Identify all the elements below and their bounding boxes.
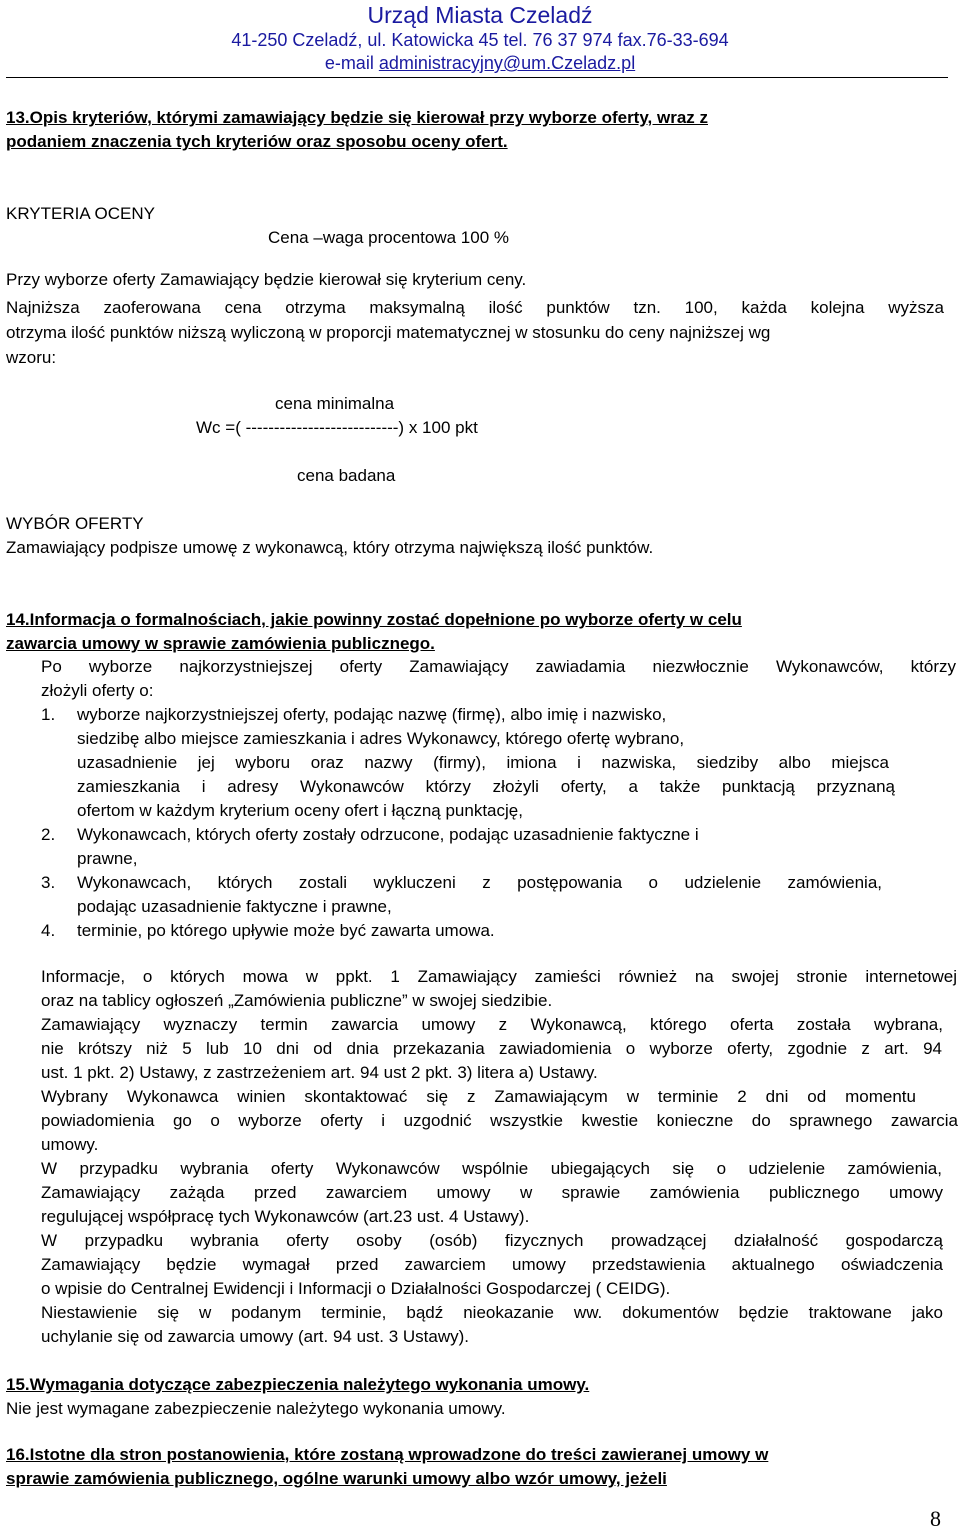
formula-denominator: cena badana	[297, 466, 396, 485]
section-14-paragraph-line: nie krótszy niż 5 lub 10 dni od dnia przekazania zawiadomienia o wyborze oferty, zgodnie z art. 94	[41, 1039, 942, 1058]
section-13-heading-line-1: 13.Opis kryteriów, którymi zamawiający będzie się kierował przy wyborze oferty, wraz z	[6, 108, 708, 127]
criteria-title: KRYTERIA OCENY	[6, 204, 155, 223]
selection-title: WYBÓR OFERTY	[6, 514, 144, 533]
office-name: Urząd Miasta Czeladź	[367, 2, 593, 28]
formula-numerator: cena minimalna	[275, 394, 395, 413]
section-14-paragraph-line: Informacje, o których mowa w ppkt. 1 Zamawiający zamieści również na swojej stronie internetowej	[41, 967, 957, 986]
list-number: 4.	[41, 921, 56, 940]
section-14-heading-line-1: 14.Informacja o formalnościach, jakie powinny zostać dopełnione po wyborze oferty w celu	[6, 610, 742, 629]
list-item-line: Wykonawcach, których zostali wykluczeni z postępowania o udzielenie zamówienia,	[77, 873, 882, 892]
list-item-line: siedzibę albo miejsce zamieszkania i adres Wykonawcy, którego ofertę wybrano,	[77, 729, 685, 748]
criteria-p2-line-3: wzoru:	[6, 348, 57, 367]
list-number: 1.	[41, 705, 56, 724]
email-prefix: e-mail	[324, 53, 379, 73]
section-14-paragraph-line: oraz na tablicy ogłoszeń „Zamówienia publiczne” w swojej siedzibie.	[41, 991, 553, 1010]
page-number: 8	[930, 1506, 941, 1531]
section-16-heading-line-2: sprawie zamówienia publicznego, ogólne warunki umowy albo wzór umowy, jeżeli	[6, 1469, 667, 1488]
list-item-line: ofertom w każdym kryterium oceny ofert i łączną punktację,	[77, 801, 523, 820]
price-weight: Cena –waga procentowa 100 %	[268, 228, 509, 247]
header-divider	[6, 77, 948, 78]
list-item-line: prawne,	[77, 849, 138, 868]
list-item-line: podając uzasadnienie faktyczne i prawne,	[77, 897, 392, 916]
criteria-p2-line-1: Najniższa zaoferowana cena otrzyma maksymalną ilość punktów tzn. 100, każda kolejna wyższa	[6, 298, 944, 317]
section-14-paragraph-line: W przypadku wybrania oferty Wykonawców wspólnie ubiegających się o udzielenie zamówienia,	[41, 1159, 942, 1178]
section-13-heading-line-2: podaniem znaczenia tych kryteriów oraz sposobu oceny ofert.	[6, 132, 508, 151]
email-link[interactable]: administracyjny@um.Czeladz.pl	[378, 53, 636, 73]
section-16-heading-line-1: 16.Istotne dla stron postanowienia, które zostaną wprowadzone do treści zawieranej umowy w	[6, 1445, 769, 1464]
section-14-paragraph-line: Zamawiający wyznaczy termin zawarcia umowy z Wykonawcą, którego oferta została wybrana,	[41, 1015, 943, 1034]
formula-line: Wc =( ---------------------------) x 100 pkt	[196, 418, 478, 437]
section-14-paragraph-line: Zamawiający będzie wymagał przed zawarciem umowy przedstawienia aktualnego oświadczenia	[41, 1255, 943, 1274]
section-14-heading-line-2: zawarcia umowy w sprawie zamówienia publicznego.	[6, 634, 435, 653]
section-14-paragraph-line: Niestawienie się w podanym terminie, bądź nieokazanie ww. dokumentów będzie traktowane jako	[41, 1303, 943, 1322]
list-number: 3.	[41, 873, 56, 892]
section-14-paragraph-line: regulującej współpracę tych Wykonawców (art.23 ust. 4 Ustawy).	[41, 1207, 530, 1226]
section-15-heading: 15.Wymagania dotyczące zabezpieczenia należytego wykonania umowy.	[6, 1375, 590, 1394]
list-item-line: terminie, po którego upływie może być zawarta umowa.	[77, 921, 495, 940]
list-item-line: Wykonawcach, których oferty zostały odrzucone, podając uzasadnienie faktyczne i	[77, 825, 699, 844]
selection-text: Zamawiający podpisze umowę z wykonawcą, który otrzyma największą ilość punktów.	[6, 538, 654, 557]
section-15-text: Nie jest wymagane zabezpieczenie należytego wykonania umowy.	[6, 1399, 506, 1418]
section-14-paragraph-line: o wpisie do Centralnej Ewidencji i Informacji o Działalności Gospodarczej ( CEIDG).	[41, 1279, 671, 1298]
section-14-paragraph-line: Wybrany Wykonawca winien skontaktować się z Zamawiającym w terminie 2 dni od momentu	[41, 1087, 916, 1106]
section-14-paragraph-line: Zamawiający zażąda przed zawarciem umowy w sprawie zamówienia publicznego umowy	[41, 1183, 943, 1202]
section-14-paragraph-line: uchylanie się od zawarcia umowy (art. 94 ust. 3 Ustawy).	[41, 1327, 470, 1346]
section-14-paragraph-line: ust. 1 pkt. 2) Ustawy, z zastrzeżeniem art. 94 ust 2 pkt. 3) litera a) Ustawy.	[41, 1063, 598, 1082]
list-item-line: uzasadnienie jej wyboru oraz nazwy (firmy), imiona i nazwiska, siedziby albo miejsca	[77, 753, 889, 772]
section-14-paragraph-line: W przypadku wybrania oferty osoby (osób) fizycznych prowadzącej działalność gospodarczą	[41, 1231, 943, 1250]
list-number: 2.	[41, 825, 56, 844]
section-14-intro-line-2: złożyli oferty o:	[41, 681, 154, 700]
section-14-paragraph-line: umowy.	[41, 1135, 99, 1154]
criteria-p2-line-2: otrzyma ilość punktów niższą wyliczoną w proporcji matematycznej w stosunku do ceny najniższej wg	[6, 323, 771, 342]
office-email-line	[0, 53, 960, 73]
office-address: 41-250 Czeladź, ul. Katowicka 45 tel. 76 37 974 fax.76-33-694	[231, 30, 729, 50]
list-item-line: zamieszkania i adresy Wykonawców którzy złożyli oferty, a także punktacją przyznaną	[77, 777, 895, 796]
section-14-paragraph-line: powiadomienia go o wyborze oferty i uzgodnić wszystkie kwestie konieczne do sprawnego zawarcia	[41, 1111, 958, 1130]
list-item-line: wyborze najkorzystniejszej oferty, podając nazwę (firmę), albo imię i nazwisko,	[77, 705, 667, 724]
criteria-p1: Przy wyborze oferty Zamawiający będzie kierował się kryterium ceny.	[6, 270, 527, 289]
section-14-intro-line-1: Po wyborze najkorzystniejszej oferty Zamawiający zawiadamia niezwłocznie Wykonawców, którzy	[41, 657, 956, 676]
